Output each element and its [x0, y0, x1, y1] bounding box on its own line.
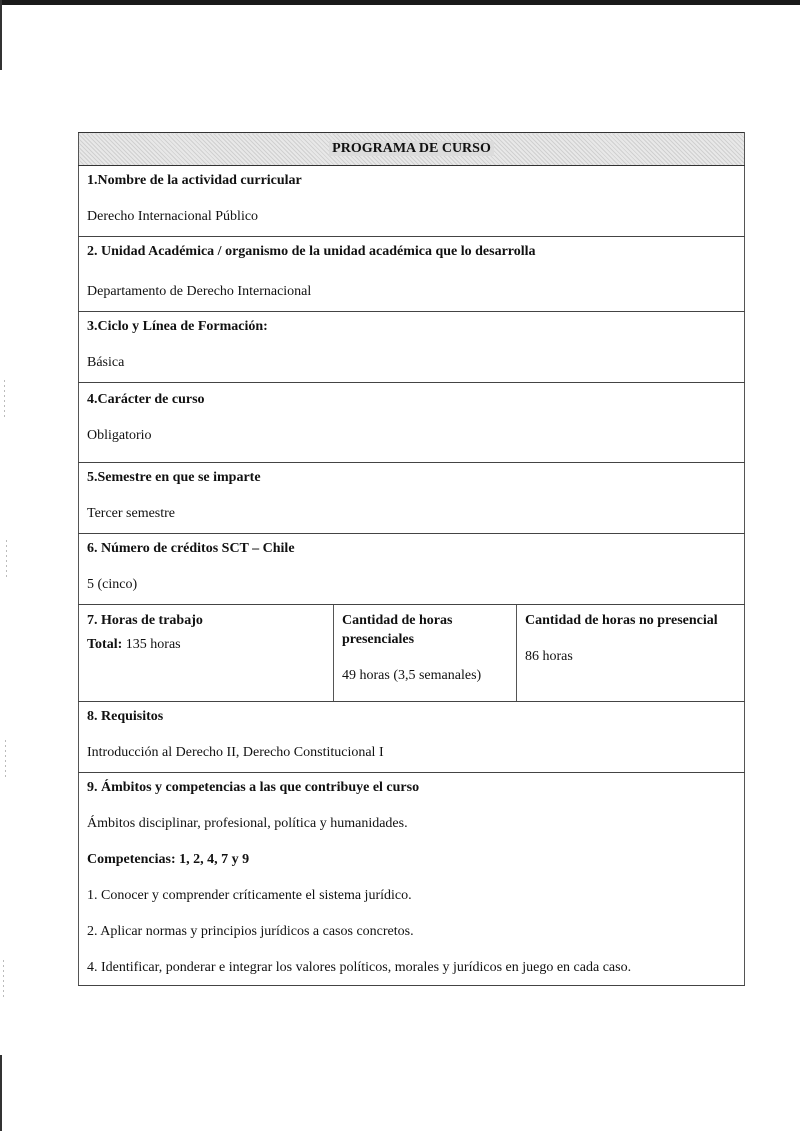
scan-left-edge [0, 1055, 2, 1131]
section-value: Introducción al Derecho II, Derecho Constitucional I [87, 745, 384, 760]
nonpresential-value: 86 horas [525, 649, 573, 664]
table-header [79, 133, 745, 166]
scan-noise [6, 540, 7, 580]
section-title: 5.Semestre en que se imparte [87, 470, 261, 485]
hours-presential-cell [334, 605, 517, 702]
section-credits [79, 534, 745, 605]
hours-nonpresential-cell [517, 605, 745, 702]
section-value: Derecho Internacional Público [87, 209, 259, 224]
scan-noise [3, 960, 4, 1000]
scan-noise [5, 740, 6, 780]
section-value: Tercer semestre [87, 506, 176, 521]
presential-value: 49 horas (3,5 semanales) [342, 668, 482, 683]
section-activity-name [79, 166, 745, 237]
competency-item: 4. Identificar, ponderar e integrar los valores políticos, morales y jurídicos en juego en cada caso. [87, 960, 632, 975]
scan-left-edge [0, 0, 2, 70]
competency-item: 2. Aplicar normas y principios jurídicos a casos concretos. [87, 924, 414, 939]
section-value: Obligatorio [87, 428, 152, 443]
total-value: 135 horas [125, 637, 181, 652]
section-value: Básica [87, 355, 125, 370]
section-semester [79, 463, 745, 534]
nonpresential-header: Cantidad de horas no presencial [525, 613, 718, 628]
competencies-title: Competencias: 1, 2, 4, 7 y 9 [87, 852, 250, 867]
section-course-type [79, 383, 745, 463]
course-program-table [78, 132, 745, 986]
section-title: 8. Requisitos [87, 709, 164, 724]
scan-top-border [0, 0, 800, 5]
ambitos-text: Ámbitos disciplinar, profesional, política y humanidades. [87, 816, 408, 831]
page-title: PROGRAMA DE CURSO [329, 141, 494, 156]
section-title: 6. Número de créditos SCT – Chile [87, 541, 295, 556]
section-competencies [79, 773, 745, 986]
section-title: 7. Horas de trabajo [87, 613, 203, 628]
section-title: 2. Unidad Académica / organismo de la unidad académica que lo desarrolla [87, 244, 536, 259]
section-title: 1.Nombre de la actividad curricular [87, 173, 302, 188]
section-value: Departamento de Derecho Internacional [87, 284, 312, 299]
hours-total-cell [79, 605, 334, 702]
section-academic-unit [79, 237, 745, 312]
section-title: 4.Carácter de curso [87, 392, 205, 407]
section-title: 3.Ciclo y Línea de Formación: [87, 319, 268, 334]
section-requirements [79, 702, 745, 773]
total-label: Total: [87, 637, 123, 652]
scan-noise [4, 380, 5, 420]
presential-header: Cantidad de horas presenciales [342, 613, 453, 647]
section-value: 5 (cinco) [87, 577, 138, 592]
competency-item: 1. Conocer y comprender críticamente el sistema jurídico. [87, 888, 412, 903]
section-cycle [79, 312, 745, 383]
section-title: 9. Ámbitos y competencias a las que contribuye el curso [87, 780, 420, 795]
